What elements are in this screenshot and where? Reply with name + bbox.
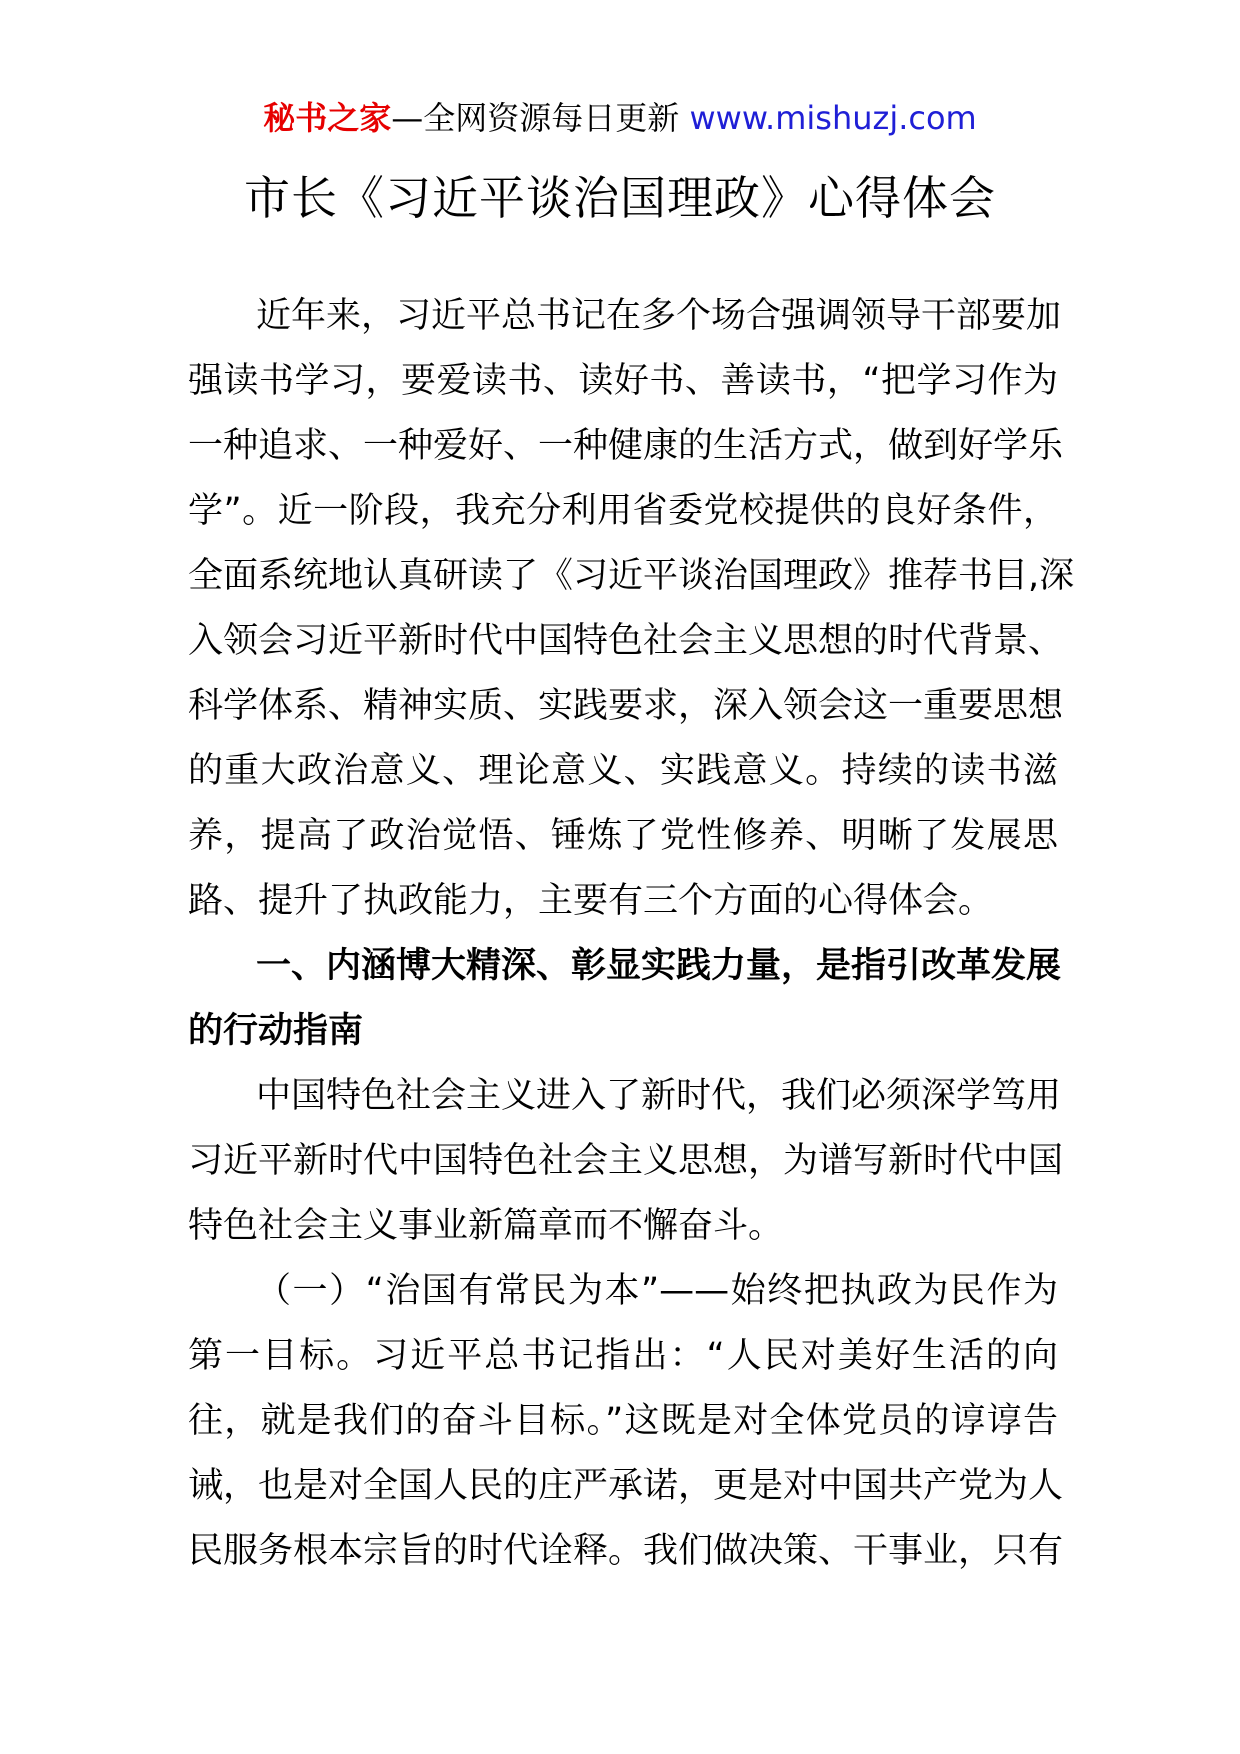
site-url-link[interactable]: www.mishuzj.com (689, 99, 977, 137)
paragraph-line: 近年来，习近平总书记在多个场合强调领导干部要加 (256, 296, 1062, 336)
paragraph-line: 强读书学习，要爱读书、读好书、善读书，“把学习作为 (188, 361, 1058, 401)
paragraph-line: 全面系统地认真研读了《习近平谈治国理政》推荐书目,深 (188, 556, 1075, 596)
document-title: 市长《习近平谈治国理政》心得体会 (244, 171, 996, 225)
paragraph-line: 的重大政治意义、理论意义、实践意义。持续的读书滋 (188, 751, 1058, 791)
paragraph-line: 路、提升了执政能力，主要有三个方面的心得体会。 (188, 881, 994, 921)
paragraph-line: 特色社会主义事业新篇章而不懈奋斗。 (188, 1206, 784, 1246)
paragraph-line: 养，提高了政治觉悟、锤炼了党性修养、明晰了发展思 (188, 816, 1058, 856)
paragraph-line: 入领会习近平新时代中国特色社会主义思想的时代背景、 (188, 621, 1064, 661)
paragraph-line: （一）“治国有常民为本”——始终把执政为民作为 (256, 1271, 1058, 1311)
paragraph-line: 中国特色社会主义进入了新时代，我们必须深学笃用 (256, 1076, 1062, 1116)
header-tagline: —全网资源每日更新 (391, 99, 680, 137)
paragraph-line: 习近平新时代中国特色社会主义思想，为谱写新时代中国 (188, 1141, 1064, 1181)
brand-name: 秘书之家 (263, 99, 392, 137)
paragraph-line: 往，就是我们的奋斗目标。”这既是对全体党员的谆谆告 (188, 1401, 1058, 1441)
section-heading-line: 的行动指南 (188, 1011, 364, 1051)
paragraph-line: 民服务根本宗旨的时代诠释。我们做决策、干事业，只有 (188, 1531, 1064, 1571)
section-heading-line: 一、内涵博大精深、彰显实践力量，是指引改革发展 (256, 946, 1062, 986)
paragraph-line: 科学体系、精神实质、实践要求，深入领会这一重要思想 (188, 686, 1064, 726)
site-header (0, 96, 1240, 140)
paragraph-line: 学”。近一阶段，我充分利用省委党校提供的良好条件， (188, 491, 1058, 531)
paragraph-line: 第一目标。习近平总书记指出：“人民对美好生活的向 (188, 1336, 1058, 1376)
paragraph-line: 诫，也是对全国人民的庄严承诺，更是对中国共产党为人 (188, 1466, 1064, 1506)
paragraph-line: 一种追求、一种爱好、一种健康的生活方式，做到好学乐 (188, 426, 1064, 466)
document-body (188, 292, 1075, 1592)
